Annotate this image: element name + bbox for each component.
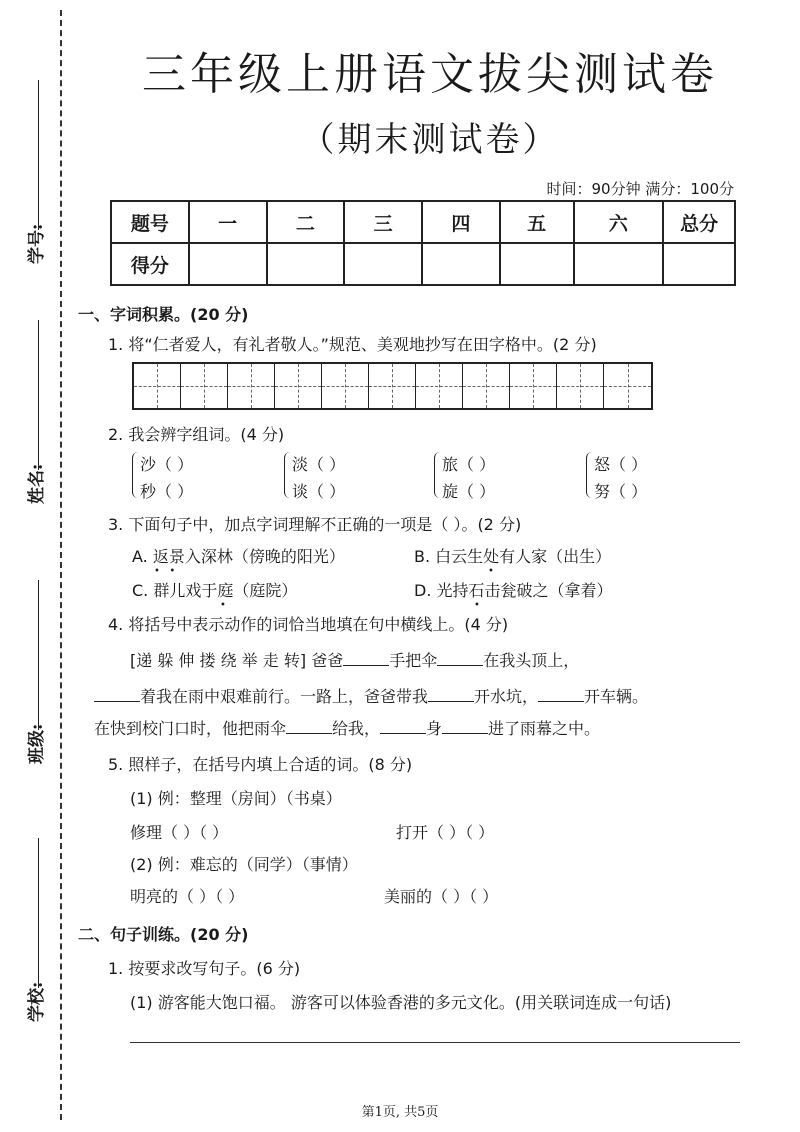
- score-cell[interactable]: [344, 243, 422, 285]
- score-cell[interactable]: [422, 243, 500, 285]
- name-line[interactable]: [38, 320, 39, 470]
- q4-text: 身: [426, 719, 443, 738]
- grid-cell[interactable]: [510, 364, 557, 408]
- grid-cell[interactable]: [369, 364, 416, 408]
- q5-line-1a[interactable]: 修理（ ）（ ）: [130, 823, 229, 842]
- q4-text: 着我在雨中艰难前行。一路上，爸爸带我: [140, 687, 429, 706]
- side-field-class: [0, 580, 56, 780]
- q4-line-3: [94, 716, 600, 739]
- question-1-4: 4. 将括号中表示动作的词恰当地填在句中横线上。(4 分): [108, 615, 509, 634]
- class-line[interactable]: [38, 580, 39, 730]
- word-group-row[interactable]: 怒（ ）: [594, 455, 648, 474]
- score-header-cell: 一: [189, 201, 267, 243]
- word-group-row[interactable]: 谈（ ）: [292, 482, 346, 501]
- brace: [132, 452, 140, 498]
- score-cell[interactable]: [189, 243, 267, 285]
- q5-example-2: (2) 例：难忘的（同学）（事情）: [130, 855, 358, 874]
- side-field-name: [0, 320, 56, 520]
- option-d[interactable]: D. 光持石击瓮破之（拿着）: [414, 581, 613, 600]
- score-header-cell: 总分: [663, 201, 735, 243]
- q5-line-2a[interactable]: 明亮的（ ）（ ）: [130, 887, 245, 906]
- section-1-heading: 一、字词积累。(20 分): [78, 305, 249, 324]
- fill-blank[interactable]: [442, 718, 488, 734]
- fill-blank[interactable]: [343, 650, 389, 666]
- grid-cell[interactable]: [463, 364, 510, 408]
- word-group-row[interactable]: 淡（ ）: [292, 455, 346, 474]
- emphasis-dots-a: • •: [154, 566, 176, 577]
- page-footer: 第1页, 共5页: [361, 1105, 439, 1120]
- question-1-3: 3. 下面句子中，加点字词理解不正确的一项是（ ）。(2 分): [108, 515, 522, 534]
- name-label: 姓名:: [27, 463, 47, 504]
- q5-line-1b[interactable]: 打开（ ）（ ）: [396, 823, 495, 842]
- q4-text: 进了雨幕之中。: [488, 719, 601, 738]
- brace: [434, 452, 442, 498]
- score-header-cell: 题号: [111, 201, 189, 243]
- student-id-line[interactable]: [38, 80, 39, 230]
- score-header-cell: 三: [344, 201, 422, 243]
- q4-line-1: [130, 648, 579, 671]
- score-header-cell: 四: [422, 201, 500, 243]
- brace: [284, 452, 292, 498]
- score-header-cell: 六: [574, 201, 664, 243]
- time-info: 时间：90分钟 满分：100分: [546, 180, 734, 198]
- side-field-school: [0, 838, 56, 1038]
- emphasis-dots-d: •: [474, 600, 480, 611]
- q4-text: 手把伞: [389, 651, 438, 670]
- score-table: [110, 200, 736, 286]
- word-group-row[interactable]: 沙（ ）: [140, 455, 194, 474]
- q5-example-1: (1) 例：整理（房间）（书桌）: [130, 789, 342, 808]
- score-row-label: 得分: [111, 243, 189, 285]
- emphasis-dots-b: •: [488, 566, 494, 577]
- question-1-1: 1. 将“仁者爱人，有礼者敬人。”规范、美观地抄写在田字格中。(2 分): [108, 335, 597, 354]
- side-field-student-id: [0, 80, 56, 280]
- question-1-5: 5. 照样子，在括号内填上合适的词。(8 分): [108, 755, 413, 774]
- option-c[interactable]: C. 群儿戏于庭（庭院）: [132, 581, 298, 600]
- score-cell[interactable]: [663, 243, 735, 285]
- page-title: 三年级上册语文拔尖测试卷: [142, 49, 718, 100]
- question-1-2: 2. 我会辨字组词。(4 分): [108, 425, 285, 444]
- word-group-row[interactable]: 旋（ ）: [442, 482, 496, 501]
- question-2-1: 1. 按要求改写句子。(6 分): [108, 959, 301, 978]
- grid-cell[interactable]: [604, 364, 651, 408]
- option-b[interactable]: B. 白云生处有人家（出生）: [414, 547, 612, 566]
- fill-blank[interactable]: [538, 686, 584, 702]
- brace: [586, 452, 594, 498]
- grid-cell[interactable]: [557, 364, 604, 408]
- grid-cell[interactable]: [275, 364, 322, 408]
- q4-text: 给我，: [332, 719, 381, 738]
- score-cell[interactable]: [574, 243, 664, 285]
- fill-blank[interactable]: [428, 686, 474, 702]
- q4-text: 开水坑，: [474, 687, 539, 706]
- fill-blank[interactable]: [94, 686, 140, 702]
- score-header-cell: 五: [500, 201, 574, 243]
- tianzige-grid: [132, 362, 653, 410]
- word-group-row[interactable]: 秒（ ）: [140, 482, 194, 501]
- fill-blank[interactable]: [380, 718, 426, 734]
- emphasis-dots-c: •: [220, 600, 226, 611]
- score-cell[interactable]: [500, 243, 574, 285]
- q4-word-bank: [递 躲 伸 搂 绕 举 走 转]: [130, 651, 307, 670]
- answer-line[interactable]: [130, 1042, 740, 1043]
- score-header-row: [111, 201, 735, 243]
- grid-cell[interactable]: [134, 364, 181, 408]
- question-2-1-1: (1) 游客能大饱口福。 游客可以体验香港的多元文化。(用关联词连成一句话): [130, 993, 672, 1012]
- fill-blank[interactable]: [286, 718, 332, 734]
- school-label: 学校:: [27, 981, 47, 1022]
- score-header-cell: 二: [267, 201, 345, 243]
- q4-text: 在快到校门口时，他把雨伞: [94, 719, 287, 738]
- fill-blank[interactable]: [437, 650, 483, 666]
- score-cell[interactable]: [267, 243, 345, 285]
- q5-line-2b[interactable]: 美丽的（ ）（ ）: [384, 887, 499, 906]
- q4-line-2: [94, 684, 648, 707]
- student-id-label: 学号:: [27, 223, 47, 264]
- section-2-heading: 二、句子训练。(20 分): [78, 925, 249, 944]
- q4-text: 开车辆。: [584, 687, 649, 706]
- q4-text: 在我头顶上，: [483, 651, 580, 670]
- grid-cell[interactable]: [322, 364, 369, 408]
- word-group-row[interactable]: 努（ ）: [594, 482, 648, 501]
- class-label: 班级:: [27, 723, 47, 764]
- binding-dashed-line: [60, 10, 62, 1120]
- school-line[interactable]: [38, 838, 39, 988]
- grid-cell[interactable]: [416, 364, 463, 408]
- grid-cell[interactable]: [181, 364, 228, 408]
- score-row: [111, 243, 735, 285]
- grid-cell[interactable]: [228, 364, 275, 408]
- page-subtitle: （期末测试卷）: [300, 120, 560, 160]
- q4-text: 爸爸: [311, 651, 344, 670]
- option-a[interactable]: A. 返景入深林（傍晚的阳光）: [132, 547, 345, 566]
- word-group-row[interactable]: 旅（ ）: [442, 455, 496, 474]
